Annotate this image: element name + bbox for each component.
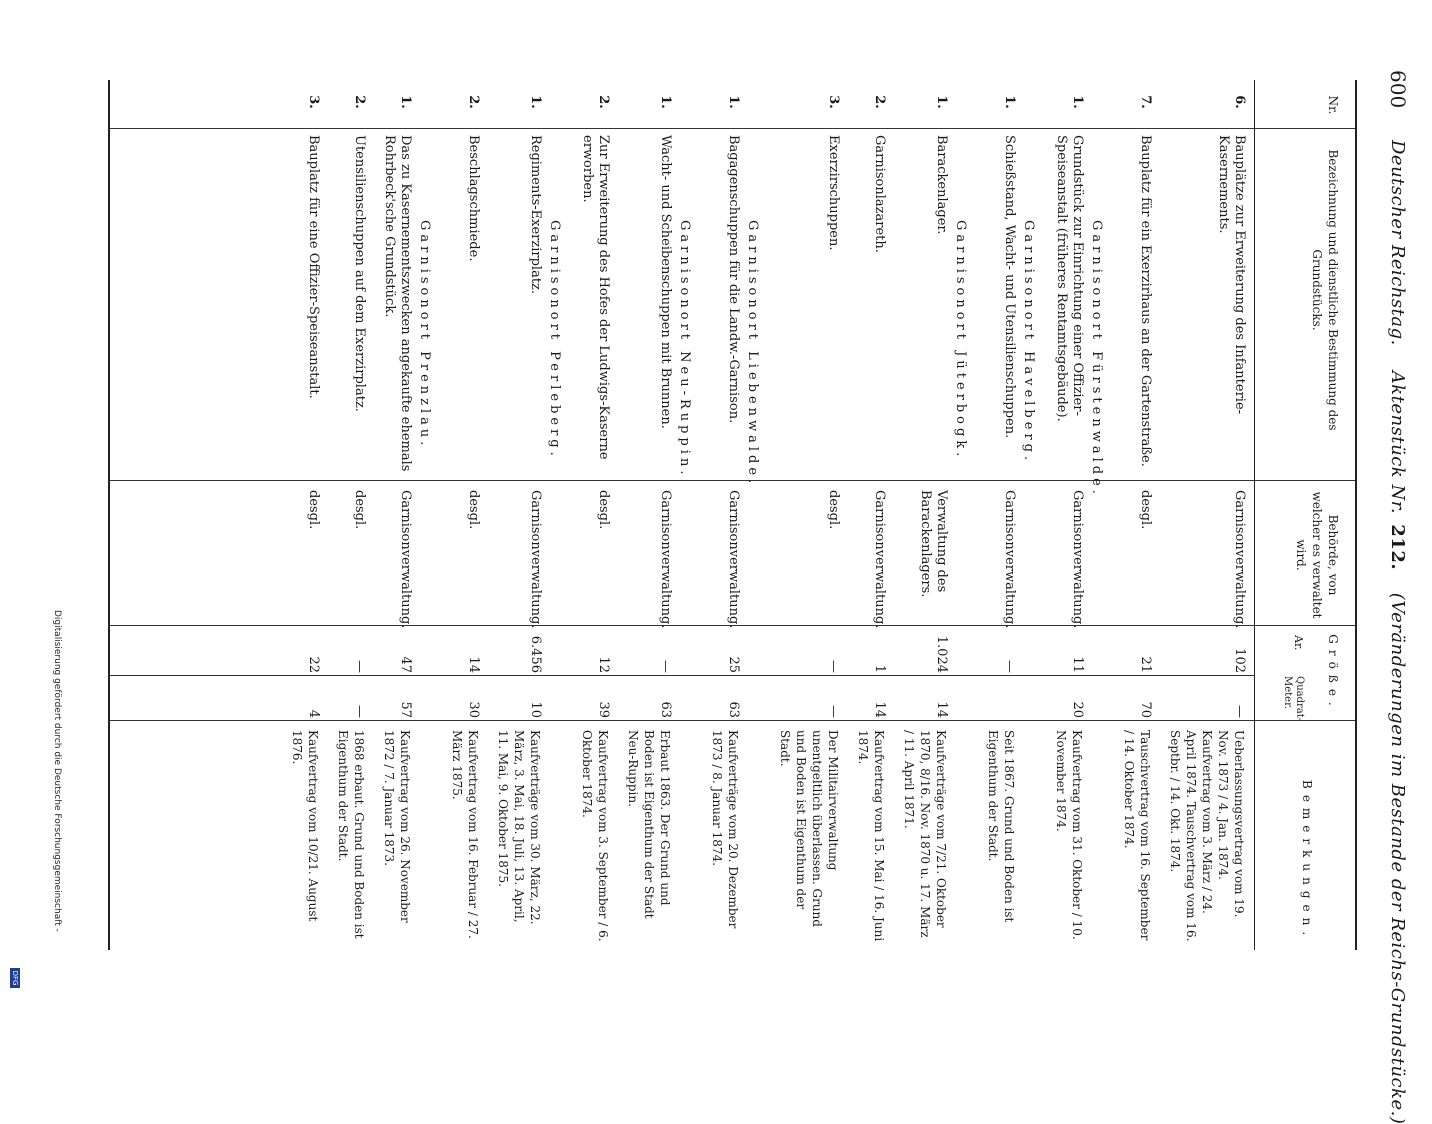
row-description: Regiments-Exerzirplatz. bbox=[528, 135, 543, 295]
header-part3: (Veränderungen im Bestande der Reichs-Grundstücke.) bbox=[1387, 592, 1408, 1124]
row-size-ar: 1.024 bbox=[934, 635, 949, 673]
table-body bbox=[275, 80, 1247, 950]
row-remarks: Seit 1867. Grund und Boden ist Eigenthum der Stadt. bbox=[986, 730, 1016, 923]
garnison-heading bbox=[413, 80, 435, 950]
garnison-heading bbox=[741, 80, 763, 950]
row-number: 1. bbox=[398, 95, 413, 109]
row-description: Barackenlager. bbox=[934, 135, 949, 235]
row-number: 3. bbox=[826, 95, 841, 109]
row-remarks: Kaufvertrag vom 31. Oktober / 10. November 1874. bbox=[1054, 730, 1084, 940]
header-size-ar: Ar. bbox=[1292, 635, 1305, 651]
row-size-ar: 11 bbox=[1070, 656, 1085, 673]
row-size-ar: 6.456 bbox=[528, 635, 543, 673]
row-size-qm: 63 bbox=[658, 701, 673, 718]
row-description: Schießstand, Wacht- und Utensilienschuppen. bbox=[1002, 135, 1017, 439]
row-size-qm: 30 bbox=[466, 701, 481, 718]
row-authority: Garnisonverwaltung. bbox=[1070, 490, 1085, 629]
footer-strip bbox=[42, 0, 72, 1000]
row-description: Zur Erweiterung des Hofes der Ludwigs-Kaserne erworben. bbox=[580, 135, 611, 460]
row-authority: desgl. bbox=[1138, 490, 1153, 530]
row-size-qm: 70 bbox=[1138, 701, 1153, 718]
row-size-qm: 10 bbox=[528, 701, 543, 718]
garnison-heading bbox=[1017, 80, 1039, 950]
row-authority: desgl. bbox=[826, 490, 841, 530]
row-authority: Garnisonverwaltung. bbox=[726, 490, 741, 629]
row-size-ar: 1 bbox=[872, 664, 887, 673]
row-size-ar: — bbox=[826, 660, 841, 673]
row-remarks: Kaufvertrag vom 15. Mai / 16. Juni 1874. bbox=[856, 730, 886, 942]
header-remarks: Bemerkungen. bbox=[1300, 780, 1314, 942]
row-description: Bauplatz für eine Offizier-Speiseanstalt. bbox=[306, 135, 321, 399]
table-row bbox=[611, 80, 673, 950]
footer-text: Digitalisierung gefördert durch die Deutsche Forschungsgemeinschaft - bbox=[52, 610, 62, 932]
garnison-heading bbox=[1085, 80, 1107, 950]
garnison-heading-text: Garnisonort Liebenwalde. bbox=[745, 220, 760, 488]
row-authority: desgl. bbox=[352, 490, 367, 530]
row-remarks: Kaufverträge vom 7/21. Oktober 1870, 8/16. Nov. 1870 u. 17. März / 11. April 1871. bbox=[902, 730, 948, 938]
row-description: Wacht- und Scheibenschuppen mit Brunnen. bbox=[658, 135, 673, 429]
row-size-qm: — bbox=[1232, 705, 1247, 718]
table-row bbox=[435, 80, 481, 950]
row-size-ar: 21 bbox=[1138, 656, 1153, 673]
row-size-qm: 14 bbox=[872, 701, 887, 718]
table-row bbox=[1039, 80, 1085, 950]
row-authority: desgl. bbox=[466, 490, 481, 530]
row-number: 1. bbox=[528, 95, 543, 109]
dfg-logo: DFG bbox=[10, 968, 20, 988]
row-authority: desgl. bbox=[306, 490, 321, 530]
row-size-qm: 20 bbox=[1070, 701, 1085, 718]
row-authority: Garnisonverwaltung. bbox=[398, 490, 413, 629]
row-authority: desgl. bbox=[596, 490, 611, 530]
row-number: 1. bbox=[658, 95, 673, 109]
garnison-heading-text: Garnisonort Perleberg. bbox=[547, 220, 562, 460]
row-number: 2. bbox=[872, 95, 887, 109]
table-row bbox=[763, 80, 841, 950]
row-number: 6. bbox=[1232, 95, 1247, 109]
header-description: Bezeichnung und dienstliche Bestimmung des Grundstücks. bbox=[1310, 149, 1340, 431]
header-number: 212. bbox=[1387, 524, 1408, 571]
row-remarks: Erbaut 1863. Der Grund und Boden ist Eigenthum der Stadt Neu-Ruppin. bbox=[626, 730, 672, 919]
row-description: Das zu Kasernementszwecken angekaufte ehemals Rohrbeck'sche Grundstück. bbox=[382, 135, 413, 472]
row-remarks: Ueberlassungsvertrag vom 19. Nov. 1873 / 4. Jan. 1874. Kaufvertrag vom 3. März / 24. April 1874. Tauschvertrag vom 16. Septbr. / 14. Okt. 1874. bbox=[1168, 730, 1246, 942]
row-authority: Garnisonverwaltung. bbox=[1002, 490, 1017, 629]
header-size: Größe. bbox=[1326, 634, 1340, 712]
garnison-heading bbox=[543, 80, 565, 950]
page-number: 600 bbox=[1386, 70, 1410, 109]
row-description: Bagagenschuppen für die Landw.-Garnison. bbox=[726, 135, 741, 424]
row-number: 7. bbox=[1138, 95, 1153, 109]
page-header bbox=[1372, 0, 1432, 1124]
row-size-ar: 14 bbox=[466, 656, 481, 673]
row-remarks: Kaufvertrag vom 3. September / 6. Oktober 1874. bbox=[580, 730, 610, 942]
row-authority: Garnisonverwaltung. bbox=[1232, 490, 1247, 629]
row-size-qm: — bbox=[352, 705, 367, 718]
table-row bbox=[481, 80, 543, 950]
row-size-qm: 57 bbox=[398, 701, 413, 718]
row-remarks: Kaufvertrag vom 26. November 1872 / 7. Januar 1873. bbox=[382, 730, 412, 923]
row-size-ar: 47 bbox=[398, 656, 413, 673]
row-size-qm: 39 bbox=[596, 701, 611, 718]
header-authority: Behörde, von welcher es verwaltet wird. bbox=[1294, 491, 1340, 619]
row-description: Exerzirschuppen. bbox=[826, 135, 841, 251]
row-size-qm: 4 bbox=[306, 709, 321, 718]
table-row bbox=[275, 80, 321, 950]
row-remarks: Kaufverträge vom 20. Dezember 1873 / 8. Januar 1874. bbox=[710, 730, 740, 929]
row-remarks: Kaufvertrag vom 10/21. August 1876. bbox=[290, 730, 320, 922]
garnison-heading-text: Garnisonort Havelberg. bbox=[1021, 220, 1036, 465]
row-description: Utensilienschuppen auf dem Exerzirplatz. bbox=[352, 135, 367, 412]
row-size-ar: 25 bbox=[726, 656, 741, 673]
table-row bbox=[695, 80, 741, 950]
row-remarks: Kaufvertrag vom 16. Februar / 27. März 1875. bbox=[450, 730, 480, 939]
header-part2: Aktenstück Nr. bbox=[1387, 370, 1408, 515]
row-authority: Garnisonverwaltung. bbox=[528, 490, 543, 629]
row-size-qm: 14 bbox=[934, 701, 949, 718]
table-row bbox=[887, 80, 949, 950]
row-number: 2. bbox=[466, 95, 481, 109]
table-row bbox=[565, 80, 611, 950]
header-nr: Nr. bbox=[1326, 95, 1340, 115]
row-number: 1. bbox=[1002, 95, 1017, 109]
header-title bbox=[1387, 140, 1408, 1124]
row-number: 1. bbox=[934, 95, 949, 109]
row-description: Garnisonlazareth. bbox=[872, 135, 887, 253]
row-number: 1. bbox=[726, 95, 741, 109]
table-header bbox=[1254, 80, 1355, 950]
garnison-heading-text: Garnisonort Jüterbogk. bbox=[953, 220, 968, 461]
row-size-qm: 63 bbox=[726, 701, 741, 718]
row-remarks: 1868 erbaut. Grund und Boden ist Eigenthum der Stadt. bbox=[336, 730, 366, 939]
row-authority: Garnisonverwaltung. bbox=[872, 490, 887, 629]
table-row bbox=[841, 80, 887, 950]
row-number: 3. bbox=[306, 95, 321, 109]
row-number: 2. bbox=[596, 95, 611, 109]
table-row bbox=[367, 80, 413, 950]
row-size-ar: — bbox=[658, 660, 673, 673]
header-part1: Deutscher Reichstag. bbox=[1387, 140, 1408, 346]
row-remarks: Kaufverträge vom 30. März, 22. März, 3. Mai, 18. Juli, 13. April, 11. Mai, 9. Oktober 1875. bbox=[496, 730, 542, 925]
row-authority: Verwaltung des Barackenlagers. bbox=[918, 490, 949, 598]
row-description: Bauplätze zur Erweiterung des Infanterie-Kasernements. bbox=[1216, 135, 1247, 415]
row-authority: Garnisonverwaltung. bbox=[658, 490, 673, 629]
row-size-ar: — bbox=[352, 660, 367, 673]
garnison-heading bbox=[949, 80, 971, 950]
garnison-heading-text: Garnisonort Neu-Ruppin. bbox=[677, 220, 692, 479]
row-size-qm: — bbox=[826, 705, 841, 718]
table-row bbox=[1107, 80, 1153, 950]
garnison-heading-text: Garnisonort Fürstenwalde. bbox=[1089, 220, 1104, 498]
table-row bbox=[321, 80, 367, 950]
header-size-qm: Quadrat-Meter. bbox=[1282, 676, 1305, 722]
row-size-ar: 12 bbox=[596, 656, 611, 673]
row-size-ar: — bbox=[1002, 660, 1017, 673]
row-number: 1. bbox=[1070, 95, 1085, 109]
row-description: Beschlagschmiede. bbox=[466, 135, 481, 262]
row-size-ar: 102 bbox=[1232, 648, 1247, 673]
row-description: Grundstück zur Einrichtung einer Offizier-Speiseanstalt (früheres Rentamtsgebäude). bbox=[1054, 135, 1085, 422]
table-row bbox=[971, 80, 1017, 950]
row-size-ar: 22 bbox=[306, 656, 321, 673]
row-number: 2. bbox=[352, 95, 367, 109]
table-row bbox=[1153, 80, 1247, 950]
row-description: Bauplatz für ein Exerzirhaus an der Gartenstraße. bbox=[1138, 135, 1153, 467]
garnison-heading bbox=[673, 80, 695, 950]
row-remarks: Tauschvertrag vom 16. September / 14. Oktober 1874. bbox=[1122, 730, 1152, 941]
grundstuecke-table bbox=[108, 80, 1357, 950]
garnison-heading-text: Garnisonort Prenzlau. bbox=[417, 220, 432, 450]
row-remarks: Der Militairverwaltung unentgeltlich überlassen. Grund und Boden ist Eigenthum der Stadt. bbox=[778, 730, 840, 927]
